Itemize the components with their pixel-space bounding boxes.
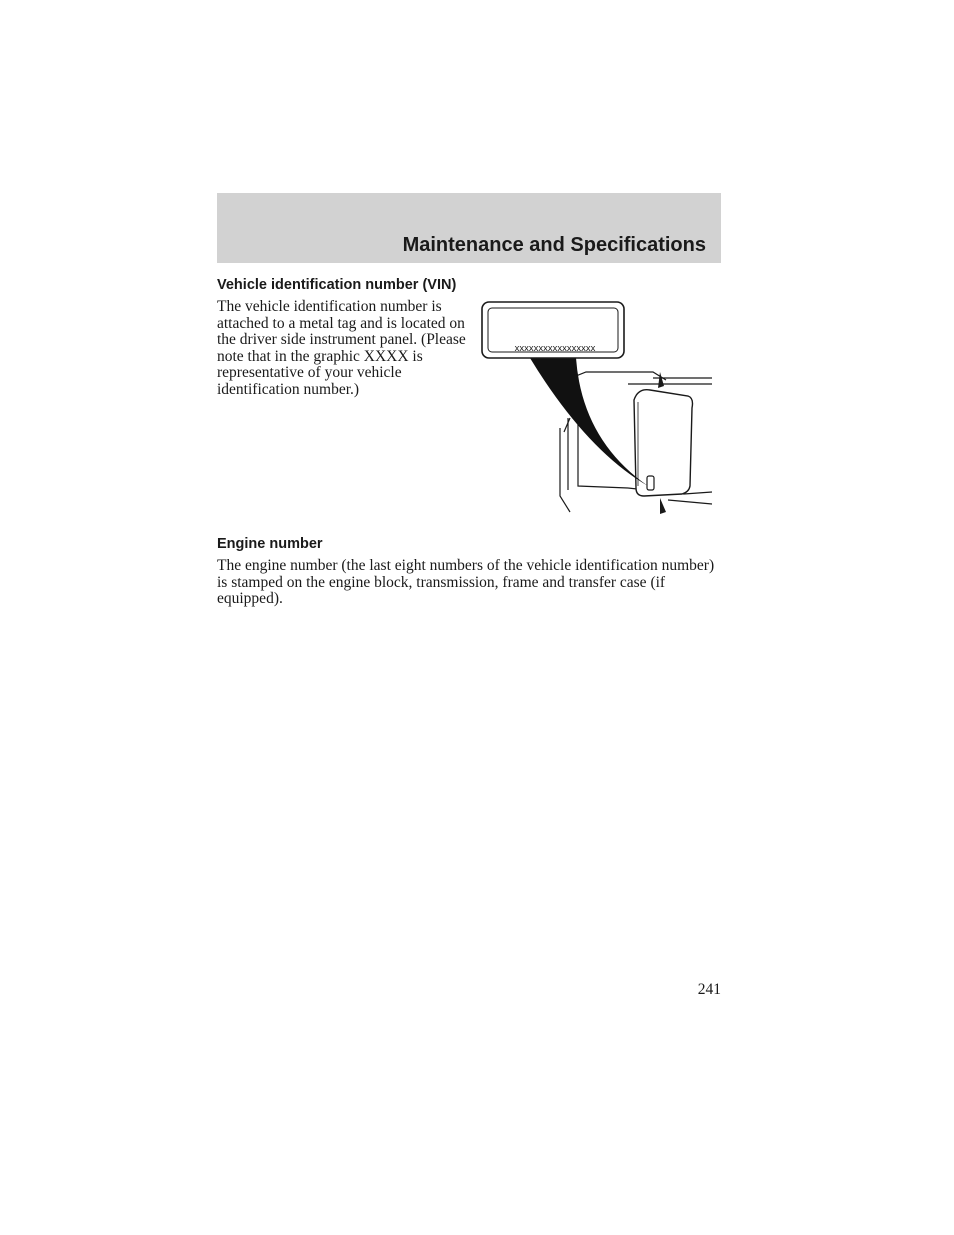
windshield-panel [634,390,693,496]
vin-tag-text: xxxxxxxxxxxxxxxxx [514,343,596,354]
engine-number-description: The engine number (the last eight numbers of the vehicle identification number) is stamped on the engine block, transmission, frame and transfer case (if equipped). [217,557,715,607]
vin-plate-marker [647,476,654,490]
callout-wedge [530,358,648,486]
section-header-band [217,193,721,263]
page-number: 241 [697,981,721,998]
vin-location-illustration [478,300,714,518]
vin-description: The vehicle identification number is attached to a metal tag and is located on the driver side instrument panel. (Please note that in the graphic XXXX is representative of your vehicle identification number.) [217,298,466,398]
section-title: Maintenance and Specifications [402,234,706,256]
engine-number-heading: Engine number [217,536,323,552]
vin-heading: Vehicle identification number (VIN) [217,277,457,293]
